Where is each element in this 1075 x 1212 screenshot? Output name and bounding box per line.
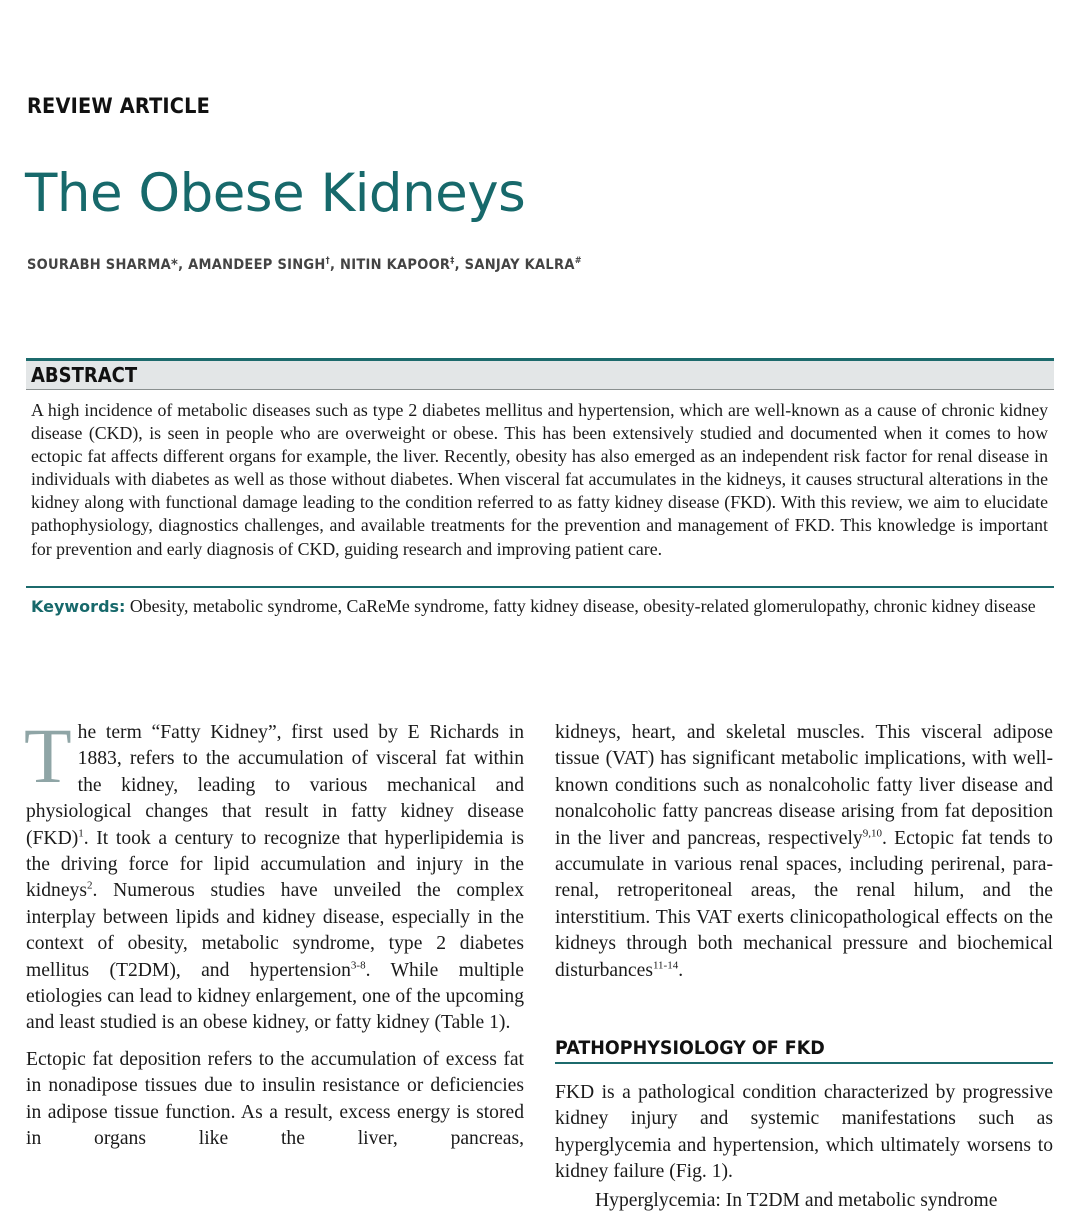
abstract-text: A high incidence of metabolic diseases such as type 2 diabetes mellitus and hypertension, which are well-known as a cause of chronic kidney disease (CKD), is seen in people who are overweight or obese. This has been extensively studied and documented when it comes to how ectopic fat affects different organs for example, the liver. Recently, obesity has also emerged as an independent risk factor for renal disease in individuals with diabetes as well as those without diabetes. When visceral fat accumulates in the kidneys, it causes structural alterations in the kidney along with functional damage leading to the condition referred to as fatty kidney disease (FKD). With this review, we aim to elucidate pathophysiology, diagnostics challenges, and available treatments for the prevention and management of FKD. This knowledge is important for prevention and early diagnosis of CKD, guiding research and improving patient care. xyxy=(31,400,1048,559)
text-run: he term “Fatty Kidney”, first used by E Richards in 1883, refers to the accumulation of visceral fat within the kidney, leading to various mechanical and physiological changes that result in fatty kidney disease (FKD) xyxy=(26,722,524,849)
paragraph-vat xyxy=(555,720,1053,984)
paragraph-ectopic: Ectopic fat deposition refers to the accumulation of excess fat in nonadipose tissues due to insulin resistance or deficiencies in adipose tissue function. As a result, excess energy is stored in organs like the liver, pancreas, xyxy=(26,1048,524,1150)
text-run: . While multiple etiologies can lead to kidney enlargement, one of the upcoming and least studied is an obese kidney, or fatty kidney (Table 1). xyxy=(26,959,524,1034)
keywords-label: Keywords: xyxy=(31,597,126,616)
citation: 2 xyxy=(86,879,93,892)
drop-cap: T xyxy=(24,712,72,799)
abstract-divider xyxy=(26,586,1054,588)
citation: 3-8 xyxy=(350,959,366,972)
section-label: REVIEW ARTICLE xyxy=(27,94,211,118)
text-run: . xyxy=(678,959,684,981)
text-run: . Ectopic fat tends to accumulate in various renal spaces, including perirenal, pararenal, retroperitoneal areas, the renal hilum, and the interstitium. This VAT exerts clinicopathological effects on the kidneys through both mechanical pressure and biochemical disturbances xyxy=(555,827,1053,981)
text-run: . It took a century to recognize that hyperlipidemia is the driving force for lipid accumulation and injury in the kidneys xyxy=(26,827,524,902)
section-heading: PATHOPHYSIOLOGY OF FKD xyxy=(555,1037,825,1059)
author-name: AMANDEEP SINGH xyxy=(188,256,326,273)
paragraph-intro xyxy=(24,712,524,1037)
body-column-right xyxy=(555,720,1053,984)
article-title: The Obese Kidneys xyxy=(25,163,526,224)
keywords-text: Obesity, metabolic syndrome, CaReMe syndrome, fatty kidney disease, obesity-related glomerulopathy, chronic kidney disease xyxy=(129,596,1036,616)
citation: 9,10 xyxy=(862,827,882,840)
citation: 1 xyxy=(78,827,84,840)
author-name: NITIN KAPOOR xyxy=(340,256,451,273)
body-column-left xyxy=(24,712,524,1153)
keywords xyxy=(31,595,1048,618)
author-list: SOURABH SHARMA*, AMANDEEP SINGH†, NITIN KAPOOR‡, SANJAY KALRA# xyxy=(27,256,582,273)
author-name: SOURABH SHARMA xyxy=(27,256,171,273)
text-run: kidneys, heart, and skeletal muscles. This visceral adipose tissue (VAT) has significant metabolic implications, with well-known conditions such as nonalcoholic fatty liver disease and nonalcoholic fatty pancreas disease arising from fat deposition in the liver and pancreas, respectively xyxy=(555,722,1053,849)
abstract-header-bar xyxy=(26,358,1054,390)
paragraph-fragment: Hyperglycemia: In T2DM and metabolic syndrome xyxy=(595,1190,998,1211)
body-column-right-lower xyxy=(555,1080,1053,1186)
author-mark: † xyxy=(325,256,330,266)
author-mark: * xyxy=(170,256,179,273)
author-name: SANJAY KALRA xyxy=(464,256,575,273)
author-mark: ‡ xyxy=(450,256,455,266)
paragraph-pathophysiology: FKD is a pathological condition characterized by progressive kidney injury and systemic manifestations such as hyperglycemia and hypertension, which ultimately worsens to kidney failure (Fig. 1). xyxy=(555,1082,1053,1183)
citation: 11-14 xyxy=(652,959,679,972)
abstract-heading: ABSTRACT xyxy=(31,363,138,387)
text-run: . Numerous studies have unveiled the complex interplay between lipids and kidney disease, especially in the context of obesity, metabolic syndrome, type 2 diabetes mellitus (T2DM), and hypertension xyxy=(26,880,524,981)
section-heading-rule xyxy=(555,1062,1053,1064)
author-mark: # xyxy=(574,256,582,266)
